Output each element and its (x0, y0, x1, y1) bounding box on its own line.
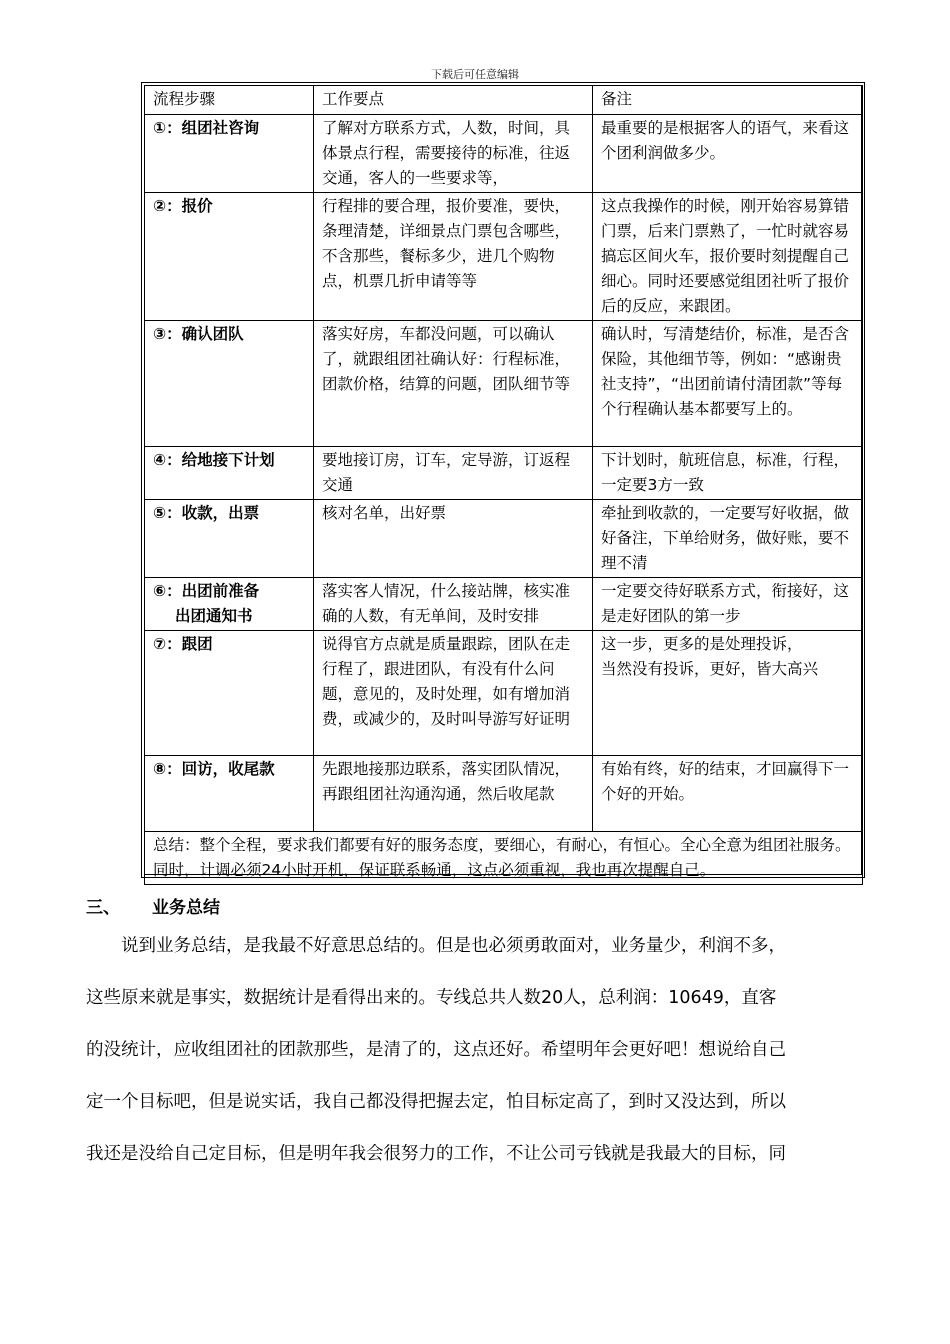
step-cell: ②：报价 (145, 193, 314, 321)
notes-cell: 这点我操作的时候，刚开始容易算错门票，后来门票熟了，一忙时就容易搞忘区间火车，报价要时刻提醒自己细心。同时还要感觉组团社听了报价后的反应，来跟团。 (593, 193, 863, 321)
step-line-1: ⑥：出团前准备 (153, 582, 260, 600)
step-line-2: 出团通知书 (175, 607, 253, 625)
table-row (145, 447, 863, 500)
notes-cell: 确认时，写清楚结价，标准，是否含保险，其他细节等，例如：“感谢贵社支持”，“出团前请付清团款”等每个行程确认基本都要写上的。 (593, 321, 863, 447)
step-cell: ④：给地接下计划 (145, 447, 314, 500)
table-row (145, 193, 863, 321)
table-row (145, 578, 863, 631)
paragraph-line: 的没统计，应收组团社的团款那些，是清了的，这点还好。希望明年会更好吧！想说给自己 (86, 1040, 786, 1060)
points-cell: 落实好房，车都没问题，可以确认了，就跟组团社确认好：行程标准，团款价格，结算的问题，团队细节等 (314, 321, 593, 447)
step-cell: ①：组团社咨询 (145, 115, 314, 193)
section-heading (86, 893, 220, 918)
step-cell: ⑧：回访，收尾款 (145, 756, 314, 832)
section-number: 三、 (86, 898, 120, 918)
section-title: 业务总结 (152, 898, 220, 918)
paragraph-line: 说到业务总结，是我最不好意思总结的。但是也必须勇敢面对，业务量少，利润不多， (86, 936, 786, 956)
points-cell: 要地接订房，订车，定导游，订返程交通 (314, 447, 593, 500)
points-cell: 了解对方联系方式，人数，时间，具体景点行程，需要接待的标准，往返交通，客人的一些要求等， (314, 115, 593, 193)
summary-cell: 总结：整个全程，要求我们都要有好的服务态度，要细心，有耐心，有恒心。全心全意为组团社服务。同时，计调必须24小时开机，保证联系畅通，这点必须重视，我也再次提醒自己。 (145, 832, 863, 885)
header-step: 流程步骤 (145, 86, 314, 115)
table-row (145, 500, 863, 578)
notes-cell: 下计划时，航班信息，标准，行程，一定要3方一致 (593, 447, 863, 500)
points-cell: 行程排的要合理，报价要准，要快，条理清楚，详细景点门票包含哪些，不含那些，餐标多少，进几个购物点，机票几折申请等等 (314, 193, 593, 321)
table-header-row (145, 86, 863, 115)
paragraph-line: 定一个目标吧，但是说实话，我自己都没得把握去定，怕目标定高了，到时又没达到，所以 (86, 1092, 786, 1112)
header-points: 工作要点 (314, 86, 593, 115)
notes-cell: 最重要的是根据客人的语气，来看这个团利润做多少。 (593, 115, 863, 193)
points-cell: 先跟地接那边联系，落实团队情况，再跟组团社沟通沟通，然后收尾款 (314, 756, 593, 832)
points-cell: 说得官方点就是质量跟踪，团队在走行程了，跟进团队，有没有什么问题，意见的，及时处理，如有增加消费，或减少的，及时叫导游写好证明 (314, 631, 593, 756)
step-cell: ③：确认团队 (145, 321, 314, 447)
points-cell: 落实客人情况，什么接站牌，核实准确的人数，有无单间，及时安排 (314, 578, 593, 631)
step-cell: ⑦：跟团 (145, 631, 314, 756)
watermark-text: 下载后可任意编辑 (431, 68, 519, 81)
table-row (145, 756, 863, 832)
table-row (145, 115, 863, 193)
summary-row (145, 832, 863, 885)
points-cell: 核对名单，出好票 (314, 500, 593, 578)
body-paragraph (86, 920, 866, 1180)
notes-cell: 一定要交待好联系方式，衔接好，这是走好团队的第一步 (593, 578, 863, 631)
paragraph-line: 我还是没给自己定目标，但是明年我会很努力的工作，不让公司亏钱就是我最大的目标，同 (86, 1144, 786, 1164)
table-row (145, 321, 863, 447)
notes-cell (593, 631, 863, 756)
step-cell (145, 578, 314, 631)
step-cell: ⑤：收款，出票 (145, 500, 314, 578)
paragraph-line: 这些原来就是事实，数据统计是看得出来的。专线总共人数20人，总利润：10649，直客 (86, 988, 777, 1008)
notes-line-1: 这一步，更多的是处理投诉， (601, 635, 803, 653)
notes-cell: 牵扯到收款的，一定要写好收据，做好备注，下单给财务，做好账，要不理不清 (593, 500, 863, 578)
workflow-table (144, 85, 863, 885)
notes-line-2: 当然没有投诉，更好，皆大高兴 (601, 660, 819, 678)
header-notes: 备注 (593, 86, 863, 115)
notes-cell: 有始有终，好的结束，才回赢得下一个好的开始。 (593, 756, 863, 832)
table-row (145, 631, 863, 756)
